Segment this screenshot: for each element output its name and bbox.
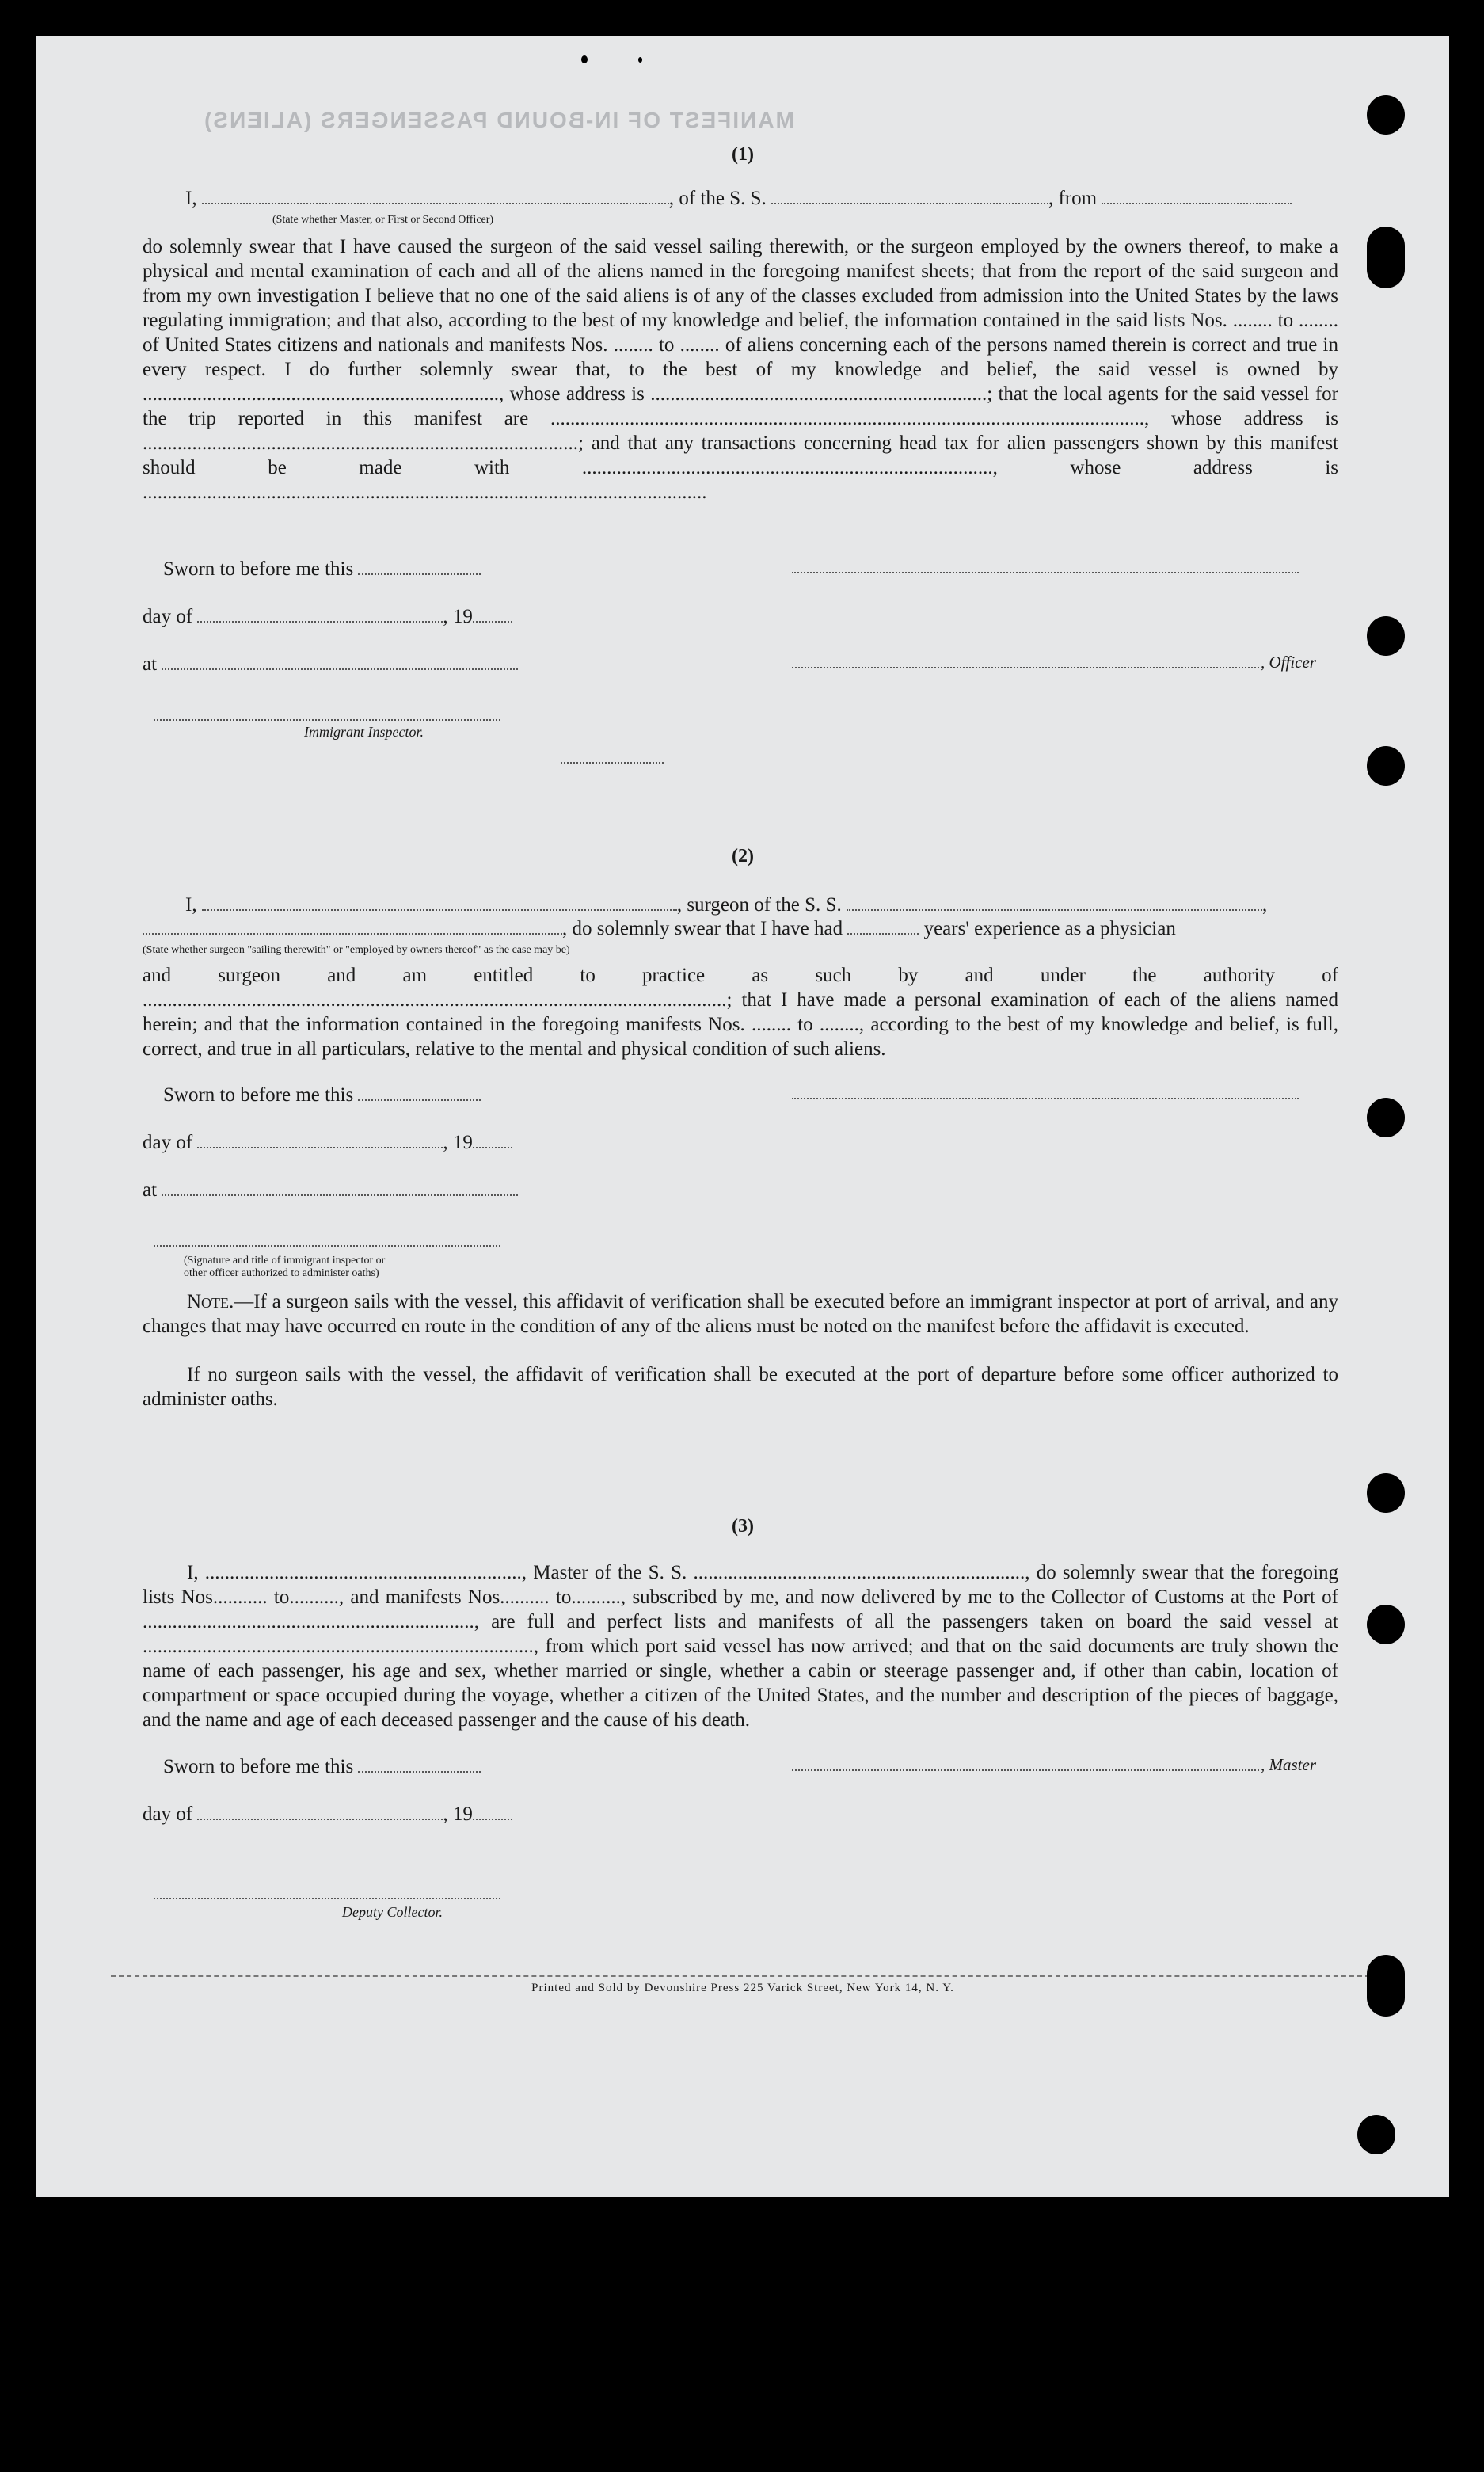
section-1-vessel-label: , of the S. S.: [668, 188, 767, 209]
year-label: , 19: [443, 1804, 473, 1825]
section-2-number: (2): [732, 846, 754, 867]
section-1-signature-line[interactable]: [792, 572, 1299, 573]
section-1-officer-note: (State whether Master, or First or Second Officer): [272, 214, 494, 226]
binder-hole-icon: [1367, 1098, 1405, 1137]
sworn-label: Sworn to before me this: [163, 1756, 354, 1777]
experience-label: years' experience as a physician: [923, 918, 1176, 939]
collector-caption: Deputy Collector.: [342, 1904, 443, 1920]
from-port-field[interactable]: [1102, 187, 1292, 204]
ink-dot-icon: [638, 57, 642, 63]
binder-hole-icon: [1367, 746, 1405, 786]
bleed-through-header: MANIFEST OF IN-BOUND PASSENGERS (ALIENS): [203, 108, 794, 132]
sworn-label: Sworn to before me this: [163, 1084, 354, 1106]
binder-hole-icon: [1367, 616, 1405, 656]
binder-hole-icon: [1367, 95, 1405, 135]
years-label: , do solemnly swear that I have had: [562, 918, 843, 939]
at-label: at: [143, 1179, 158, 1201]
surgeon-vessel-field[interactable]: [847, 893, 1262, 911]
section-2-surgeon-note: (State whether surgeon "sailing therewith" or "employed by owners thereof" as the case may be): [143, 944, 570, 956]
year-field[interactable]: [473, 1803, 512, 1820]
section-2-sworn: [163, 1084, 481, 1106]
vessel-name-field[interactable]: [771, 187, 1048, 204]
years-field[interactable]: [847, 917, 919, 935]
collector-signature-line[interactable]: [154, 1898, 500, 1899]
binder-hole-icon: [1367, 1605, 1405, 1644]
section-1-from-label: , from: [1048, 188, 1098, 209]
day-of-field[interactable]: [197, 605, 443, 623]
day-of-field[interactable]: [197, 1803, 443, 1820]
section-2-day-of: [143, 1131, 512, 1154]
at-field[interactable]: [162, 653, 518, 670]
section-3-number: (3): [732, 1516, 754, 1537]
sworn-label: Sworn to before me this: [163, 558, 354, 580]
section-1-sworn: [163, 558, 481, 581]
inspector-caption: Immigrant Inspector.: [304, 724, 424, 740]
section-2-note-2: If no surgeon sails with the vessel, the affidavit of verification shall be executed at the port of departure before some officer authorized to administer oaths.: [143, 1364, 1338, 1410]
section-1-at: [143, 653, 518, 676]
section-1-end-dots: [561, 762, 664, 764]
year-label: , 19: [443, 1132, 473, 1153]
day-of-label: day of: [143, 606, 193, 627]
footer-rule: [111, 1975, 1370, 1977]
note-label: Note.: [187, 1291, 234, 1312]
sworn-date-field[interactable]: [358, 1084, 481, 1101]
section-1-number: (1): [732, 144, 754, 165]
document-page: [36, 36, 1449, 2197]
section-3-body: I, ................................................................, Master of the S. S. ..................................................................., do solemnly swear that the foregoing lists Nos........... to.........., and manifests Nos.......... to.........., subscribed by me, and now delivered by me to the Collector of Customs at the Port of ..................................................................., are full and perfect lists and manifests of all the passengers taken on board the said vessel at ..............................................................................., from which port said vessel has now arrived; and that on the said documents are truly shown the name of each passenger, his age and sex, whether married or single, whether a cabin or steerage passenger and, if other than cabin, location of compartment or space occupied during the voyage, whether a citizen of the United States, and the number and description of the pieces of baggage, and the name and age of each deceased passenger and the cause of his death.: [143, 1562, 1338, 1731]
section-2-note: [143, 1289, 1338, 1339]
section-2-signature-line[interactable]: [792, 1098, 1299, 1099]
section-3-day-of: [143, 1803, 512, 1826]
section-1-i: I,: [185, 188, 197, 209]
section-1-body: do solemnly swear that I have caused the surgeon of the said vessel sailing therewith, or the surgeon employed by the owners thereof, to make a physical and mental examination of each and all of the aliens named in the foregoing manifest sheets; that from the report of the said surgeon and from my own investigation I believe that no one of the said aliens is of any of the classes excluded from admission into the United States by the laws regulating immigration; and that also, according to the best of my knowledge and belief, the information contained in the said lists Nos. ........ to ........ of United States citizens and nationals and manifests Nos. ........ to ........ of aliens concerning each of the persons named therein is correct and true in every respect. I do further solemnly swear that, to the best of my knowledge and belief, the said vessel is owned by ........................................................................, whose address is ....................................................................; that the local agents for the said vessel for the trip reported in this manifest are ........................................................................................................................, whose address is ........................................................................................; and that any transactions concerning head tax for alien passengers shown by this manifest should be made with ..................................................................................., whose address is ..................................................................................................................: [143, 236, 1338, 503]
master-label: , Master: [1261, 1755, 1316, 1774]
section-3-sworn: [163, 1755, 481, 1778]
officer-signature-line[interactable]: [792, 667, 1259, 668]
section-2-sig-caption-1: (Signature and title of immigrant inspector or: [184, 1255, 386, 1266]
at-label: at: [143, 653, 158, 675]
surgeon-status-field[interactable]: [143, 917, 562, 935]
surgeon-name-field[interactable]: [202, 893, 677, 911]
day-of-label: day of: [143, 1804, 193, 1825]
day-of-label: day of: [143, 1132, 193, 1153]
note-text: —If a surgeon sails with the vessel, this affidavit of verification shall be executed before an immigrant inspector at port of arrival, and any changes that may have occurred en route in the condition of any of the aliens must be noted on the manifest before the affidavit is executed.: [143, 1291, 1338, 1337]
year-field[interactable]: [473, 1131, 512, 1148]
inspector-signature-line[interactable]: [154, 719, 500, 721]
at-field[interactable]: [162, 1179, 518, 1196]
binder-hole-icon: [1367, 1473, 1405, 1513]
sworn-date-field[interactable]: [358, 558, 481, 575]
section-2-inspector-line[interactable]: [154, 1245, 500, 1247]
section-1-oath-line: [185, 187, 1292, 210]
surgeon-vessel-label: , surgeon of the S. S.: [676, 894, 842, 916]
day-of-field[interactable]: [197, 1131, 443, 1148]
ink-dot-icon: [581, 55, 588, 63]
year-label: , 19: [443, 606, 473, 627]
binder-hole-icon: [1357, 2115, 1395, 2154]
section-1-day-of: [143, 605, 512, 628]
year-field[interactable]: [473, 605, 512, 623]
section-2-oath-line: I, , surgeon of the S. S. ,: [185, 894, 1268, 916]
section-2-second-line: [143, 917, 1176, 940]
officer-name-field[interactable]: [202, 187, 669, 204]
officer-label: , Officer: [1261, 653, 1316, 672]
printer-footer: Printed and Sold by Devonshire Press 225 Varick Street, New York 14, N. Y.: [531, 1982, 954, 1994]
section-2-sig-caption-2: other officer authorized to administer oaths): [184, 1267, 379, 1279]
master-signature-line[interactable]: [792, 1769, 1259, 1771]
section-2-at: [143, 1179, 518, 1202]
binder-hole-icon: [1367, 227, 1405, 288]
section-2-body: and surgeon and am entitled to practice as such by and under the authority of ......................................................................................................................; that I have made a personal examination of each of the aliens named herein; and that the information contained in the foregoing manifests Nos. ........ to ........, according to the best of my knowledge and belief, is full, correct, and true in all particulars, relative to the mental and physical condition of such aliens.: [143, 965, 1338, 1060]
section-2-i: I,: [185, 894, 197, 916]
sworn-date-field[interactable]: [358, 1755, 481, 1773]
binder-hole-icon: [1367, 1955, 1405, 2017]
